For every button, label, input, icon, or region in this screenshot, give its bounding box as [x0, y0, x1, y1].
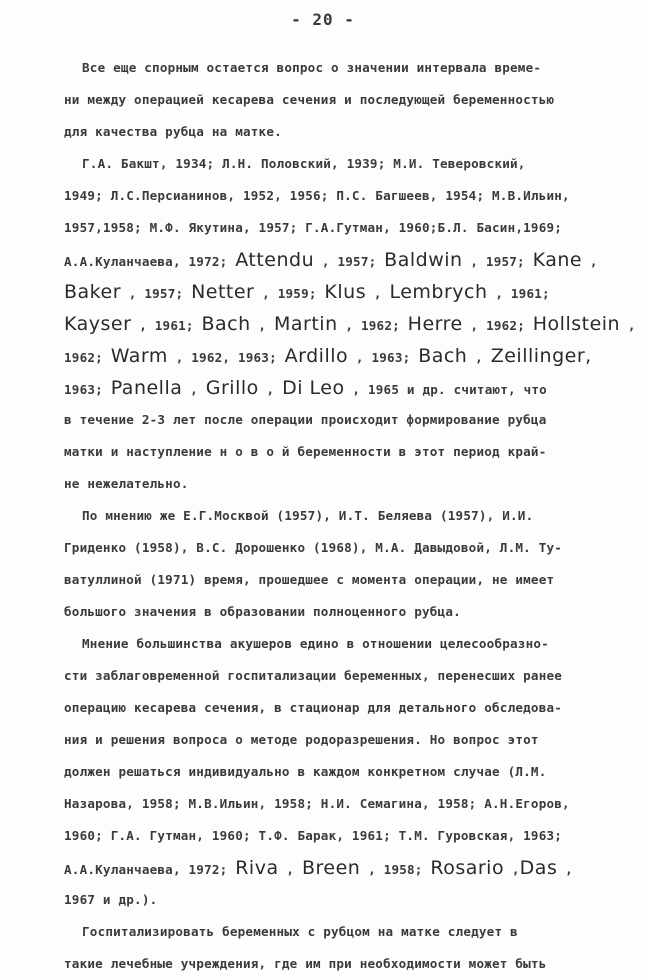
text-line — [64, 116, 612, 148]
handwritten-name: Martin — [274, 313, 338, 335]
typed-text: большого значения в образовании полноценного рубца. — [64, 604, 461, 619]
typed-text: матки и наступление н о в о й беременности в этот период край- — [64, 444, 547, 459]
text-line — [64, 148, 612, 180]
handwritten-name: Rosario — [430, 857, 505, 879]
typed-text: операцию кесарева сечения, в стационар для детального обследова- — [64, 700, 563, 715]
typed-text: Гриденко (1958), В.С. Дорошенко (1968), М.А. Давыдовой, Л.М. Ту- — [64, 540, 563, 555]
handwritten-name: Bach — [201, 313, 251, 335]
text-line — [64, 820, 612, 852]
handwritten-name: Ardillo — [284, 345, 349, 367]
text-line — [64, 308, 636, 340]
typed-text: , 1957; — [314, 254, 385, 269]
typed-text: , 1961; — [131, 318, 202, 333]
handwritten-name: Zeillinger, — [490, 345, 592, 367]
typed-text: По мнению же Е.Г.Москвой (1957), И.Т. Беляева (1957), И.И. — [82, 508, 534, 523]
handwritten-name: Netter — [191, 281, 255, 303]
text-line — [64, 724, 612, 756]
handwritten-name: Baker — [64, 281, 122, 303]
handwritten-name: Breen — [301, 857, 361, 879]
handwritten-name: Lembrych — [389, 281, 488, 303]
handwritten-name: Attendu — [235, 249, 315, 271]
handwritten-name: Klus — [324, 281, 367, 303]
typed-text: Г.А. Бакшт, 1934; Л.Н. Половский, 1939; М.И. Теверовский, — [82, 156, 526, 171]
typed-text: Все еще спорным остается вопрос о значении интервала време- — [82, 60, 542, 75]
text-line — [64, 852, 612, 884]
text-line — [64, 660, 612, 692]
typed-text: , — [250, 318, 274, 333]
handwritten-name: Grillo — [205, 377, 259, 399]
typed-text: 1949; Л.С.Персианинов, 1952, 1956; П.С. Багшеев, 1954; М.В.Ильин, — [64, 188, 570, 203]
text-line — [64, 692, 612, 724]
paragraph — [64, 148, 636, 500]
typed-text: ни между операцией кесарева сечения и последующей беременностью — [64, 92, 555, 107]
typed-text: , — [620, 318, 636, 333]
typed-text: Назарова, 1958; М.В.Ильин, 1958; Н.И. Семагина, 1958; А.Н.Егоров, — [64, 796, 570, 811]
handwritten-name: Kayser — [64, 313, 132, 335]
text-line — [64, 276, 612, 308]
typed-text: , 1962; — [462, 318, 533, 333]
document-body — [64, 52, 636, 980]
text-line — [64, 916, 612, 948]
typed-text: А.А.Куланчаева, 1972; — [64, 254, 236, 269]
text-line — [64, 436, 612, 468]
typed-text: , — [504, 862, 520, 877]
handwritten-name: Riva — [235, 857, 279, 879]
typed-text: , 1957; — [121, 286, 192, 301]
typed-text: А.А.Куланчаева, 1972; — [64, 862, 236, 877]
text-line — [64, 372, 612, 404]
paragraph — [64, 52, 612, 148]
paragraph — [64, 916, 612, 980]
handwritten-name: Das — [519, 857, 558, 879]
text-line — [64, 532, 612, 564]
handwritten-name: Di Leo — [282, 377, 345, 399]
typed-text: , 1959; — [254, 286, 325, 301]
typed-text: , 1962; — [337, 318, 408, 333]
typed-text: , 1958; — [360, 862, 431, 877]
typed-text: 1963; — [64, 382, 111, 397]
text-line — [64, 404, 612, 436]
typed-text: , — [582, 254, 598, 269]
typed-text: , — [182, 382, 206, 397]
typed-text: , 1965 и др. считают, что — [344, 382, 547, 397]
handwritten-name: Panella — [110, 377, 183, 399]
typed-text: , 1963; — [348, 350, 419, 365]
text-line — [64, 564, 612, 596]
text-line — [64, 212, 612, 244]
typed-text: , 1962, 1963; — [167, 350, 285, 365]
typed-text: , — [467, 350, 491, 365]
text-line — [64, 756, 612, 788]
typed-text: , — [366, 286, 390, 301]
typed-text: Мнение большинства акушеров едино в отношении целесообразно- — [82, 636, 549, 651]
text-line — [64, 180, 612, 212]
typed-text: , — [278, 862, 302, 877]
text-line — [64, 468, 612, 500]
handwritten-name: Bach — [418, 345, 468, 367]
typed-text: 1962; — [64, 350, 111, 365]
text-line — [64, 244, 612, 276]
text-line — [64, 884, 612, 916]
handwritten-name: Hollstein — [532, 313, 621, 335]
typed-text: должен решаться индивидуально в каждом конкретном случае (Л.М. — [64, 764, 547, 779]
typed-text: 1967 и др.). — [64, 892, 158, 907]
text-line — [64, 628, 612, 660]
handwritten-name: Herre — [407, 313, 463, 335]
paragraph — [64, 628, 612, 916]
text-line — [64, 500, 612, 532]
typed-text: 1960; Г.А. Гутман, 1960; Т.Ф. Барак, 1961; Т.М. Гуровская, 1963; — [64, 828, 563, 843]
typed-text: ния и решения вопроса о методе родоразрешения. Но вопрос этот — [64, 732, 539, 747]
typed-text: , 1957; — [462, 254, 533, 269]
typed-text: сти заблаговременной госпитализации беременных, перенесших ранее — [64, 668, 563, 683]
text-line — [64, 596, 612, 628]
handwritten-name: Baldwin — [384, 249, 463, 271]
text-line — [64, 52, 612, 84]
typed-text: такие лечебные учреждения, где им при необходимости может быть — [64, 956, 547, 971]
typed-text: в течение 2-3 лет после операции происходит формирование рубца — [64, 412, 547, 427]
text-line — [64, 948, 612, 980]
paragraph — [64, 500, 612, 628]
text-line — [64, 340, 612, 372]
text-line — [64, 84, 612, 116]
typed-text: ватуллиной (1971) время, прошедшее с момента операции, не имеет — [64, 572, 555, 587]
typed-text: , — [557, 862, 573, 877]
handwritten-name: Warm — [110, 345, 168, 367]
typed-text: Госпитализировать беременных с рубцом на матке следует в — [82, 924, 518, 939]
typed-text: , — [258, 382, 283, 397]
typed-text: для качества рубца на матке. — [64, 124, 282, 139]
typed-text: , 1961; — [487, 286, 550, 301]
typed-text: 1957,1958; М.Ф. Якутина, 1957; Г.А.Гутман, 1960;Б.Л. Басин,1969; — [64, 220, 563, 235]
typed-text: не нежелательно. — [64, 476, 189, 491]
handwritten-name: Kane — [532, 249, 583, 271]
text-line — [64, 788, 612, 820]
page-number: - 20 - — [291, 10, 355, 29]
